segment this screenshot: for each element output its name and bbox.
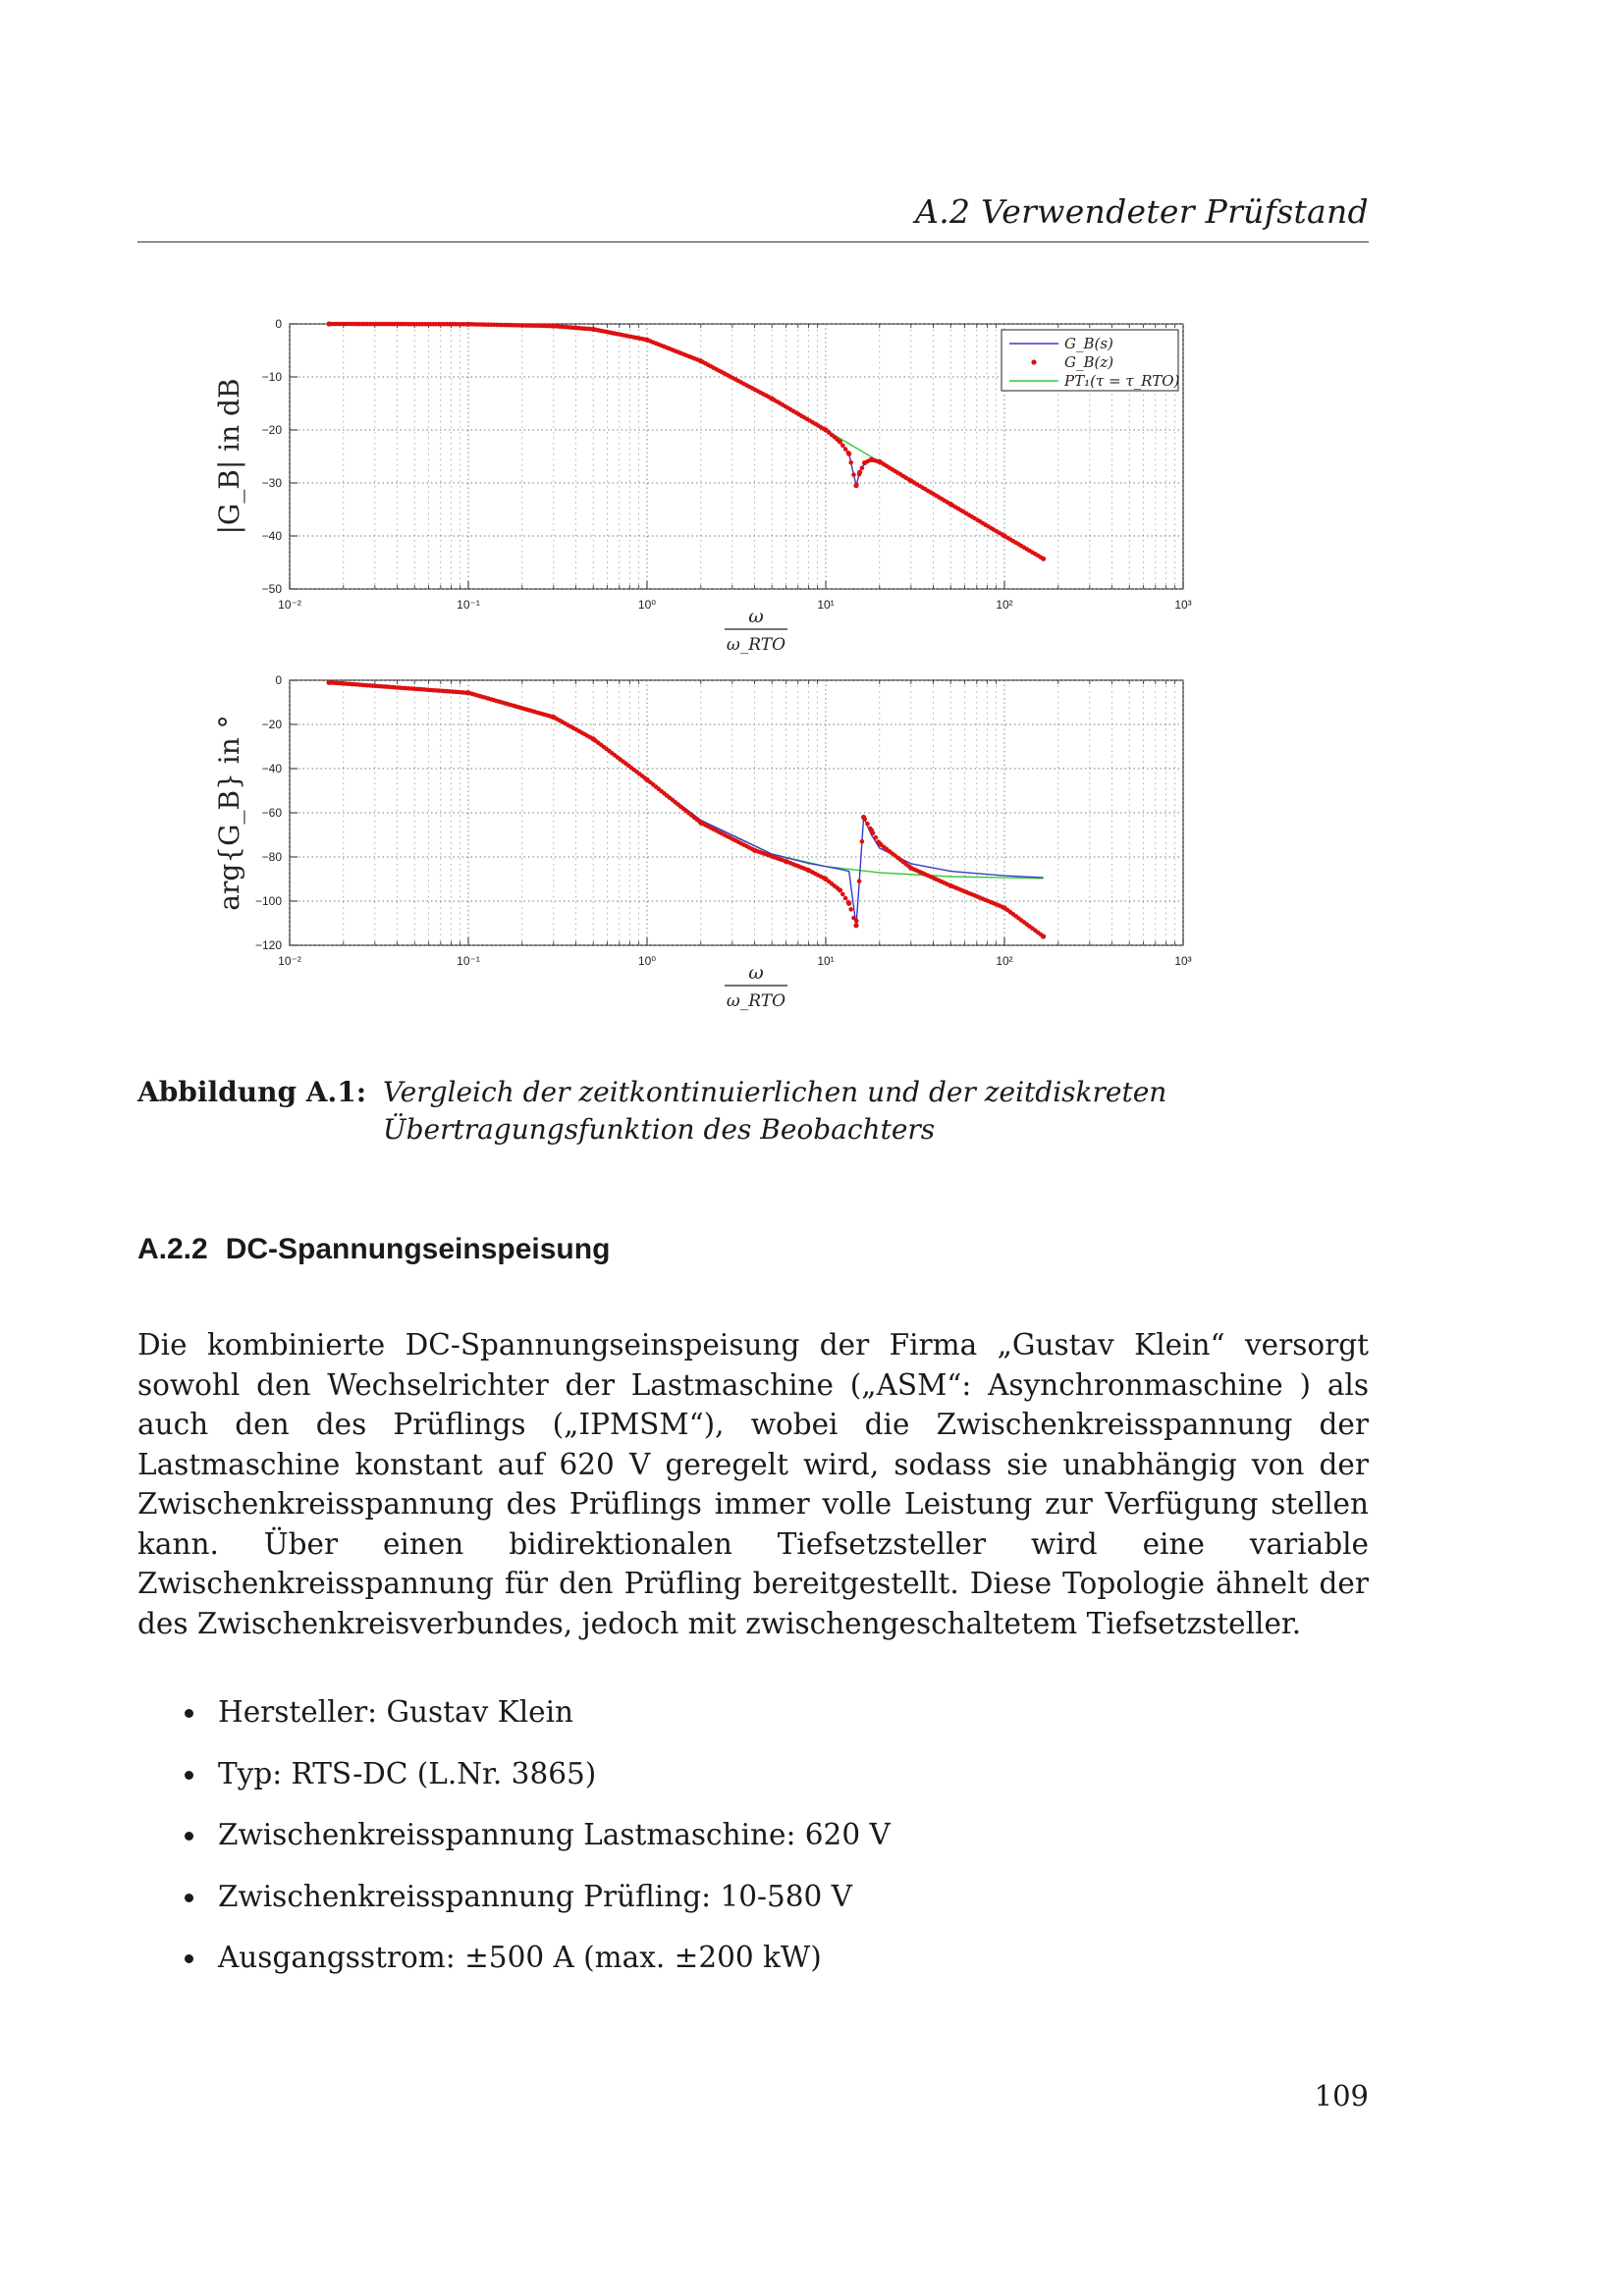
data-point <box>877 841 882 846</box>
data-point <box>908 866 913 871</box>
running-title: A.2 Verwendeter Prüfstand <box>915 192 1369 231</box>
phase-axes <box>213 673 1192 1011</box>
list-item-text: Zwischenkreisspannung Lastmaschine: 620 V <box>218 1818 891 1851</box>
series-marker-gb-z <box>840 444 845 449</box>
x-tick-label: 10⁰ <box>637 954 657 968</box>
series-marker-gb-z <box>843 896 848 901</box>
data-point <box>869 457 874 462</box>
data-point <box>823 427 828 432</box>
y-tick-label: −40 <box>261 762 282 775</box>
data-point <box>853 483 858 488</box>
data-point <box>853 923 858 928</box>
data-point <box>644 338 649 343</box>
y-tick-label: −80 <box>261 850 282 864</box>
spec-list <box>137 1692 1218 2000</box>
x-axis-label-denominator: ω_RTO <box>726 991 786 1011</box>
series-marker-gb-z <box>854 919 859 924</box>
data-point <box>877 459 882 464</box>
x-tick-label: 10³ <box>1174 954 1192 968</box>
y-tick-label: −30 <box>261 476 282 490</box>
series-marker-gb-z <box>843 447 848 452</box>
data-point <box>1041 934 1046 938</box>
x-tick-label: 10¹ <box>817 598 835 612</box>
list-item <box>137 1692 1218 1754</box>
phase-y-axis-label: arg{G_B} in ° <box>213 715 245 911</box>
series-marker-gb-z <box>860 839 865 844</box>
list-item-text: Typ: RTS-DC (L.Nr. 3865) <box>218 1756 597 1790</box>
data-point <box>698 821 703 826</box>
y-tick-label: −120 <box>254 938 282 952</box>
bullet-icon <box>185 1709 193 1718</box>
series-marker-gb-z <box>840 892 845 897</box>
data-point <box>551 715 556 720</box>
data-point <box>1001 905 1006 910</box>
data-point <box>1001 533 1006 538</box>
data-point <box>869 828 874 832</box>
x-axis-label-numerator: ω <box>748 962 764 984</box>
caption-label: Abbildung A.1: <box>137 1076 367 1108</box>
bullet-icon <box>185 1954 193 1963</box>
data-point <box>644 777 649 782</box>
legend-swatch-marker <box>1031 359 1036 364</box>
series-marker-gb-z <box>848 460 853 465</box>
x-axis-label-numerator: ω <box>748 606 764 627</box>
data-point <box>327 680 332 685</box>
y-tick-label: 0 <box>275 673 282 687</box>
data-point <box>465 322 470 327</box>
x-axis-label-denominator: ω_RTO <box>726 635 786 655</box>
data-point <box>846 452 851 456</box>
data-point <box>591 327 596 332</box>
data-point <box>948 502 953 507</box>
data-point <box>846 901 851 906</box>
list-item <box>137 1754 1218 1816</box>
y-tick-label: −50 <box>261 582 282 596</box>
x-tick-label: 10² <box>996 954 1013 968</box>
section-number: A.2.2 <box>137 1233 208 1265</box>
x-tick-label: 10⁻¹ <box>457 598 480 612</box>
section-title-text: DC-Spannungseinspeisung <box>225 1233 611 1265</box>
y-tick-label: −20 <box>261 718 282 731</box>
data-point <box>770 397 775 401</box>
x-tick-label: 10⁻¹ <box>457 954 480 968</box>
bode-figure <box>137 294 1316 1041</box>
y-tick-label: −100 <box>254 894 282 908</box>
section-heading <box>137 1233 610 1266</box>
data-point <box>948 883 953 888</box>
legend-label: PT₁(τ = τ_RTO) <box>1064 372 1180 390</box>
data-point <box>861 815 866 820</box>
list-item <box>137 1938 1218 2000</box>
bullet-icon <box>185 1771 193 1780</box>
data-point <box>1041 557 1046 561</box>
series-marker-gb-z <box>848 907 853 912</box>
series-marker-gb-z <box>860 465 865 470</box>
data-point <box>862 460 867 465</box>
x-tick-label: 10² <box>996 598 1013 612</box>
bullet-icon <box>185 1832 193 1841</box>
x-tick-label: 10⁰ <box>637 598 657 612</box>
series-marker-gb-z <box>865 822 870 827</box>
chart-legend <box>1001 330 1179 391</box>
list-item <box>137 1815 1218 1877</box>
magnitude-y-axis-label: |G_B| in dB <box>213 378 245 535</box>
caption-text: Vergleich der zeitkontinuierlichen und der zeitdiskreten Übertragungsfunktion des Beobachters <box>383 1076 1167 1146</box>
list-item-text: Zwischenkreisspannung Prüfling: 10-580 V <box>218 1879 852 1913</box>
data-point <box>838 439 842 444</box>
data-point <box>465 690 470 695</box>
body-paragraph: Die kombinierte DC-Spannungseinspeisung der Firma „Gustav Klein“ versorgt sowohl den Wechselrichter der Lastmaschine („ASM“: Asynchronmaschine ) als auch den des Prüflings („IPMSM“), wobei die Zwischenkreisspannung der Lastmaschine konstant auf 620 V geregelt wird, sodass sie unabhängig von der Zwischenkreisspannung des Prüflings immer volle Leistung zur Verfügung stellen kann. Über einen bidirektionalen Tiefsetzsteller wird eine variable Zwischenkreisspannung für den Prüfling bereitgestellt. Diese Topologie ähnelt der des Zwischenkreisverbundes, jedoch mit zwischengeschaltetem Tiefsetzsteller. <box>137 1328 1369 1640</box>
list-item-text: Hersteller: Gustav Klein <box>218 1695 574 1729</box>
legend-label: G_B(s) <box>1064 335 1113 352</box>
data-point <box>908 478 913 483</box>
list-item-text: Ausgangsstrom: ±500 A (max. ±200 kW) <box>218 1941 822 1974</box>
data-point <box>806 868 811 873</box>
x-tick-label: 10⁻² <box>278 954 301 968</box>
list-item <box>137 1877 1218 1939</box>
series-marker-gb-z <box>874 835 879 840</box>
series-marker-gb-z <box>851 472 856 477</box>
y-tick-label: −40 <box>261 529 282 543</box>
data-point <box>784 859 788 864</box>
x-tick-label: 10³ <box>1174 598 1192 612</box>
data-point <box>857 470 862 475</box>
y-tick-label: 0 <box>275 317 282 331</box>
y-tick-label: −20 <box>261 423 282 437</box>
y-tick-label: −60 <box>261 806 282 820</box>
page-number: 109 <box>1314 2079 1369 2112</box>
data-point <box>551 324 556 329</box>
data-point <box>838 887 842 892</box>
x-tick-label: 10⁻² <box>278 598 301 612</box>
data-point <box>591 736 596 741</box>
data-point <box>327 321 332 326</box>
data-point <box>823 877 828 881</box>
running-header <box>137 192 1369 242</box>
data-point <box>698 358 703 363</box>
legend-label: G_B(z) <box>1064 353 1114 371</box>
bullet-icon <box>185 1894 193 1902</box>
data-point <box>752 848 757 853</box>
magnitude-axes <box>213 317 1192 655</box>
x-tick-label: 10¹ <box>817 954 835 968</box>
series-marker-gb-z <box>857 879 862 883</box>
y-tick-label: −10 <box>261 370 282 384</box>
